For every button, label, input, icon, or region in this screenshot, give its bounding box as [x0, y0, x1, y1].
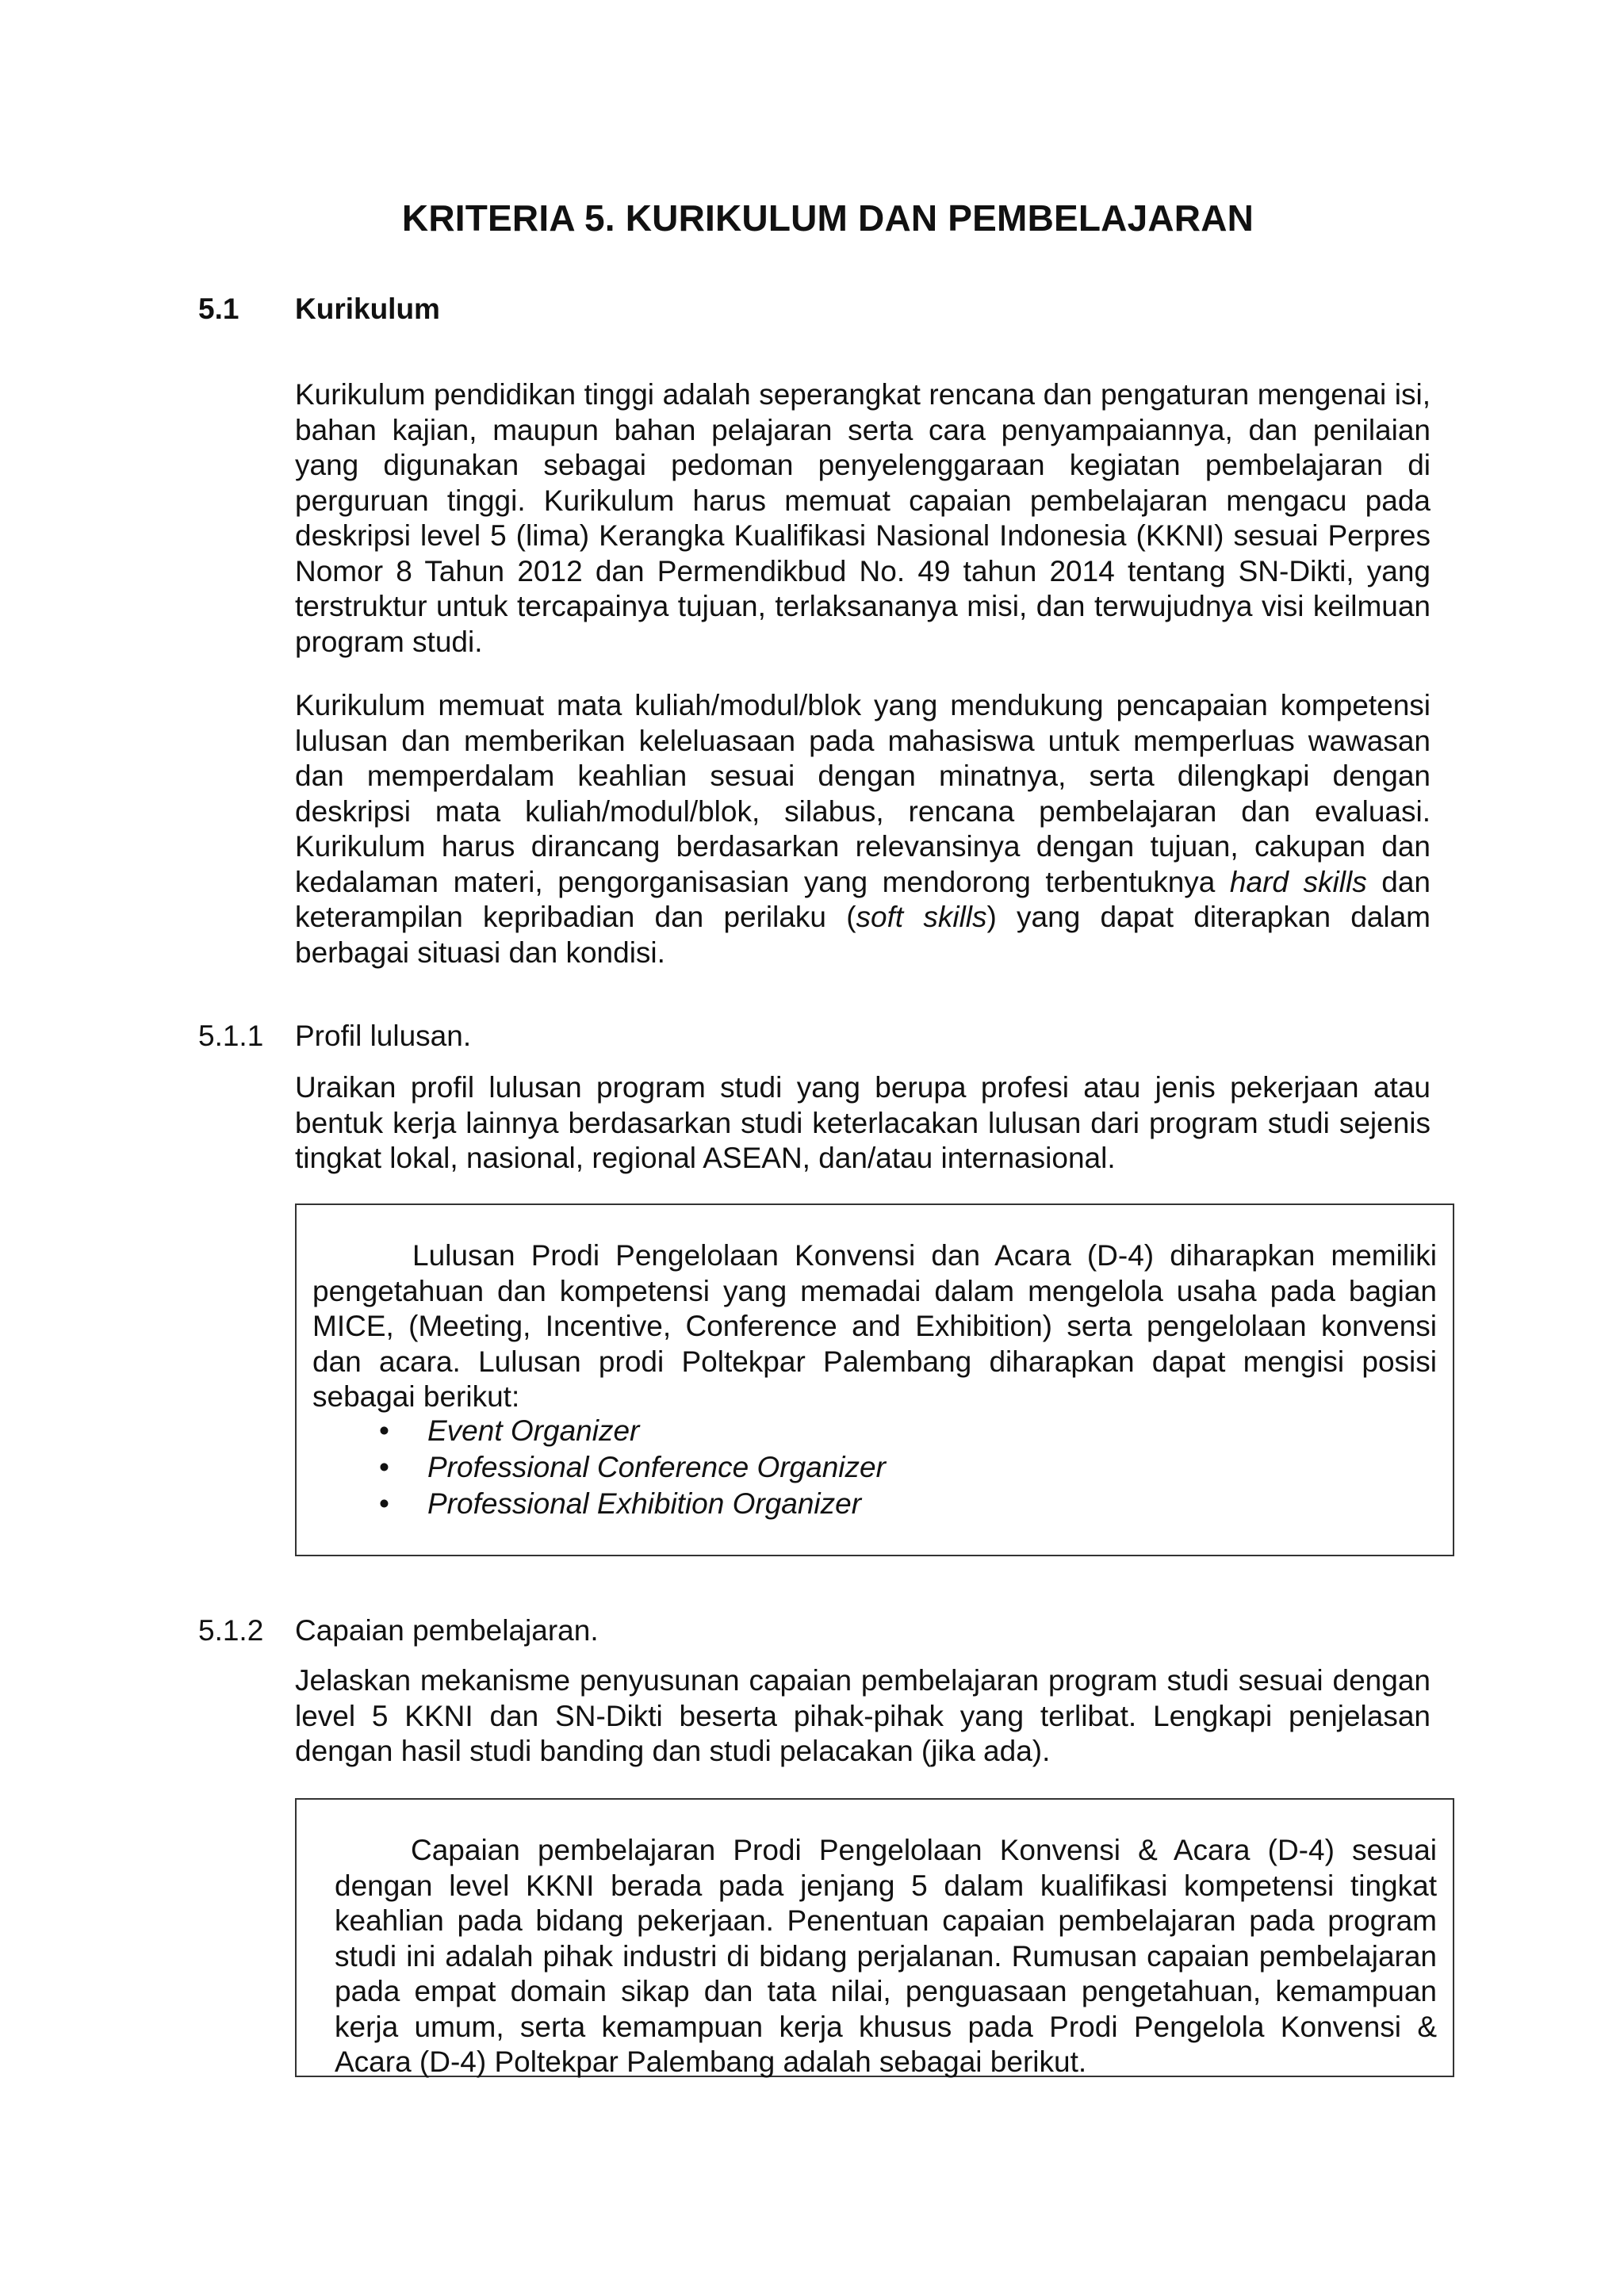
paragraph-text: dan keterampilan kepribadian dan perilaku ( [295, 865, 1431, 933]
list-item [312, 1486, 886, 1522]
bullet-icon: • [379, 1487, 389, 1520]
paragraph-kurikulum-content [295, 688, 1431, 970]
list-item-text: Professional Exhibition Organizer [427, 1487, 862, 1520]
bullet-icon: • [379, 1414, 389, 1447]
section-number: 5.1.1 [198, 1020, 264, 1052]
list-item [312, 1413, 886, 1449]
answer-text: Capaian pembelajaran Prodi Pengelolaan Konvensi & Acara (D-4) sesuai dengan level KKNI berada pada jenjang 5 dalam kualifikasi kompetensi tingkat keahlian pada bidang pekerjaan. Penentuan capaian pembelajaran pada program studi ini adalah pihak industri di bidang perjalanan. Rumusan capaian pembelajaran pada empat domain sikap dan tata nilai, penguasaan pengetahuan, kemampuan kerja umum, serta kemampuan kerja khusus pada Prodi Pengelola Konvensi & Acara (D-4) Poltekpar Palembang adalah sebagai berikut. [335, 1834, 1437, 2078]
positions-list [312, 1413, 886, 1522]
instruction-capaian-pembelajaran: Jelaskan mekanisme penyusunan capaian pembelajaran program studi sesuai dengan level 5 KKNI dan SN-Dikti beserta pihak-pihak yang terlibat. Lengkapi penjelasan dengan hasil studi banding dan studi pelacakan (jika ada). [295, 1664, 1431, 1767]
paragraph-text: Kurikulum memuat mata kuliah/modul/blok yang mendukung pencapaian kompetensi lulusan dan memberikan keleluasaan pada mahasiswa untuk memperluas wawasan dan memperdalam keahlian sesuai dengan minatnya, serta dilengkapi dengan deskripsi mata kuliah/modul/blok, silabus, rencana pembelajaran dan evaluasi. Kurikulum harus dirancang berdasarkan relevansinya dengan tujuan, cakupan dan kedalaman materi, pengorganisasian yang mendorong terbentuknya [295, 689, 1431, 898]
paragraph-kurikulum-definition: Kurikulum pendidikan tinggi adalah seperangkat rencana dan pengaturan mengenai isi, bahan kajian, maupun bahan pelajaran serta cara penyampaiannya, dan penilaian yang digunakan sebagai pedoman penyelenggaraan kegiatan pembelajaran di perguruan tinggi. Kurikulum harus memuat capaian pembelajaran mengacu pada deskripsi level 5 (lima) Kerangka Kualifikasi Nasional Indonesia (KKNI) sesuai Perpres Nomor 8 Tahun 2012 dan Permendikbud No. 49 tahun 2014 tentang SN-Dikti, yang terstruktur untuk tercapainya tujuan, terlaksananya misi, dan terwujudnya visi keilmuan program studi. [295, 378, 1431, 658]
answer-box-capaian-pembelajaran [295, 1798, 1454, 2077]
emphasis-soft-skills: soft skills [856, 901, 987, 933]
answer-box-profil-lulusan [295, 1203, 1454, 1556]
paragraph-text: ) yang dapat diterapkan dalam berbagai situasi dan kondisi. [295, 901, 1431, 969]
section-title: Capaian pembelajaran. [295, 1614, 599, 1647]
emphasis-hard-skills: hard skills [1229, 865, 1367, 898]
section-number: 5.1 [198, 293, 239, 325]
list-item [312, 1449, 886, 1486]
list-item-text: Professional Conference Organizer [427, 1451, 886, 1483]
section-number: 5.1.2 [198, 1614, 264, 1647]
list-item-text: Event Organizer [427, 1414, 640, 1447]
instruction-profil-lulusan: Uraikan profil lulusan program studi yang berupa profesi atau jenis pekerjaan atau bentuk kerja lainnya berdasarkan studi keterlacakan lulusan dari program studi sejenis tingkat lokal, nasional, regional ASEAN, dan/atau internasional. [295, 1071, 1431, 1174]
page-title [0, 197, 1624, 239]
answer-text: Lulusan Prodi Pengelolaan Konvensi dan Acara (D-4) diharapkan memiliki pengetahuan dan kompetensi yang memadai dalam mengelola usaha pada bagian MICE, (Meeting, Incentive, Conference and Exhibition) serta pengelolaan konvensi dan acara. Lulusan prodi Poltekpar Palembang diharapkan dapat mengisi posisi sebagai berikut: [312, 1239, 1437, 1413]
page-title-text: KRITERIA 5. KURIKULUM DAN PEMBELAJARAN [401, 197, 1254, 239]
bullet-icon: • [379, 1451, 389, 1483]
section-title: Profil lulusan. [295, 1020, 472, 1052]
section-title: Kurikulum [295, 293, 440, 325]
